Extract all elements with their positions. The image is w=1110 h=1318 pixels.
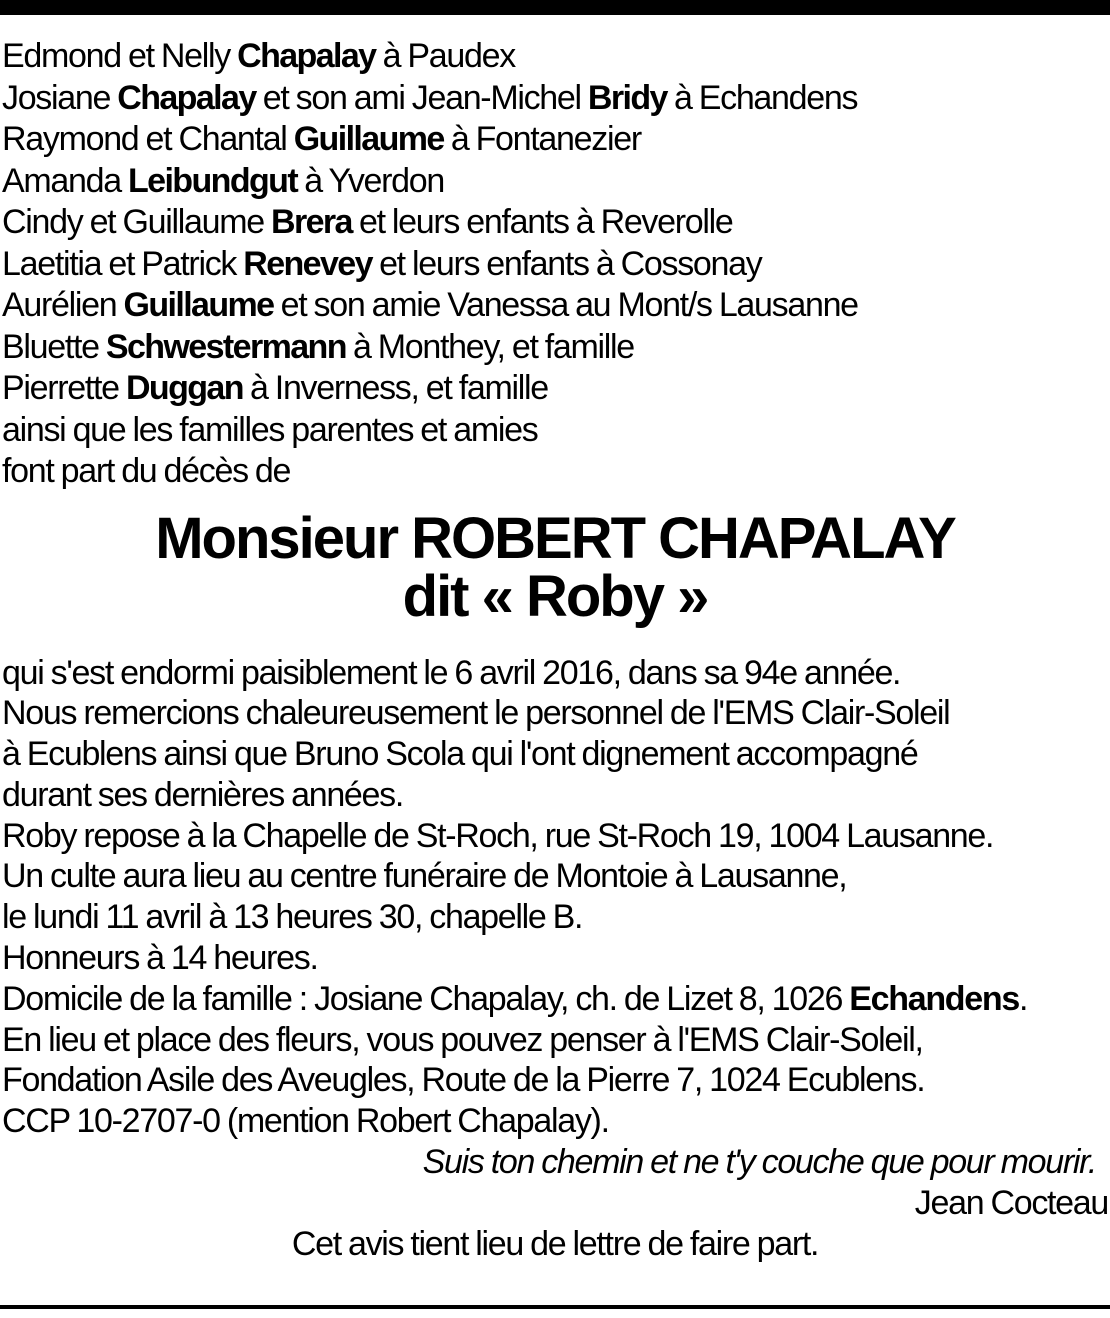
family-line: Edmond et Nelly Chapalay à Paudex (2, 37, 515, 75)
body-line: Fondation Asile des Aveugles, Route de la Pierre 7, 1024 Ecublens. (2, 1061, 925, 1100)
deceased-nickname: dit « Roby » (402, 563, 708, 629)
quote-author: Jean Cocteau (914, 1183, 1108, 1222)
footer-note: Cet avis tient lieu de lettre de faire part. (291, 1224, 819, 1263)
deceased-name: Monsieur ROBERT CHAPALAY (155, 505, 955, 571)
family-list (2, 36, 1108, 493)
body-line: En lieu et place des fleurs, vous pouvez penser à l'EMS Clair-Soleil, (2, 1020, 923, 1059)
body-line: Roby repose à la Chapelle de St-Roch, rue St-Roch 19, 1004 Lausanne. (2, 816, 994, 855)
quote: Suis ton chemin et ne t'y couche que pour mourir. (422, 1143, 1096, 1182)
notice-body (2, 653, 1108, 1265)
family-line: ainsi que les familles parentes et amies (2, 410, 538, 449)
family-line: Aurélien Guillaume et son amie Vanessa au Mont/s Lausanne (2, 286, 858, 324)
body-line: CCP 10-2707-0 (mention Robert Chapalay). (2, 1102, 609, 1141)
obituary-notice (2, 36, 1108, 1264)
family-line: Raymond et Chantal Guillaume à Fontanezier (2, 120, 641, 158)
family-line: Bluette Schwestermann à Monthey, et famille (2, 327, 634, 366)
family-line: Pierrette Duggan à Inverness, et famille (2, 369, 548, 407)
body-line: à Ecublens ainsi que Bruno Scola qui l'ont dignement accompagné (2, 735, 918, 774)
domicile-line: Domicile de la famille : Josiane Chapalay, ch. de Lizet 8, 1026 Echandens. (2, 979, 1028, 1018)
family-line: Laetitia et Patrick Renevey et leurs enfants à Cossonay (2, 244, 762, 283)
body-line: qui s'est endormi paisiblement le 6 avril 2016, dans sa 94e année. (2, 653, 901, 692)
top-rule (0, 0, 1110, 15)
body-line: Un culte aura lieu au centre funéraire de Montoie à Lausanne, (2, 857, 847, 896)
family-line: Josiane Chapalay et son ami Jean-Michel Bridy à Echandens (2, 78, 858, 117)
body-line: durant ses dernières années. (2, 775, 403, 814)
announcement-line: font part du décès de (2, 452, 291, 490)
body-line: le lundi 11 avril à 13 heures 30, chapelle B. (2, 898, 583, 937)
body-line: Nous remercions chaleureusement le personnel de l'EMS Clair-Soleil (2, 694, 950, 733)
family-line: Amanda Leibundgut à Yverdon (2, 161, 444, 200)
body-line: Honneurs à 14 heures. (2, 939, 318, 978)
bottom-rule (0, 1305, 1110, 1309)
family-line: Cindy et Guillaume Brera et leurs enfants à Reverolle (2, 203, 733, 241)
